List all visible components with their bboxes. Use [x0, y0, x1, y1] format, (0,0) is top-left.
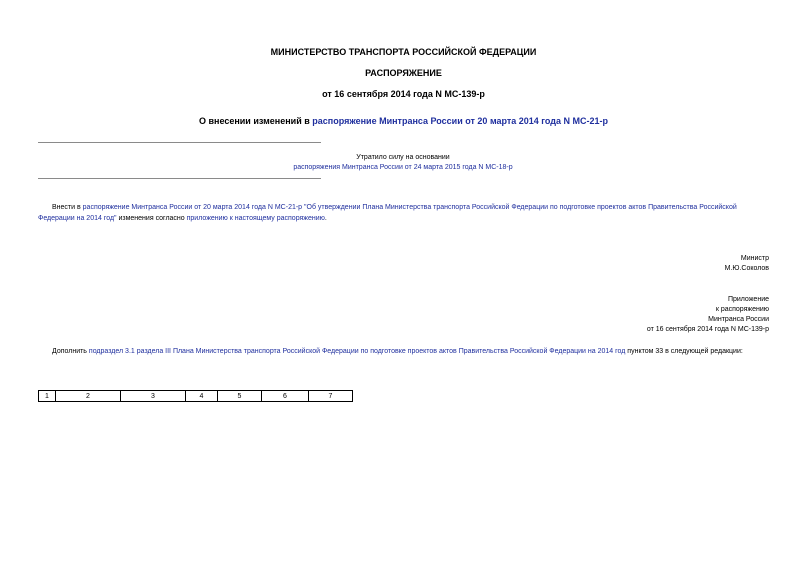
table-cell: 7 — [309, 391, 353, 402]
column-number-table — [38, 390, 353, 402]
body-text-1: Внести в — [52, 204, 83, 211]
signature-position: Министр — [740, 255, 769, 262]
table-cell: 1 — [39, 391, 56, 402]
signature-name: М.Ю.Соколов — [724, 265, 769, 272]
ministry-heading: МИНИСТЕРСТВО ТРАНСПОРТА РОССИЙСКОЙ ФЕДЕРАЦИИ — [270, 47, 537, 57]
notice-line: Утратило силу на основании — [356, 154, 450, 161]
title-prefix: О внесении изменений в — [198, 116, 313, 126]
table-cell: 5 — [218, 391, 262, 402]
appendix-line-1: Приложение — [727, 296, 769, 303]
signature-block — [725, 254, 769, 274]
title-link[interactable]: распоряжение Минтранса России от 20 марта 2014 года N МС-21-р — [312, 116, 609, 126]
notice-bottom-divider — [38, 178, 321, 179]
document-date-number: от 16 сентября 2014 года N МС-139-р — [322, 89, 485, 99]
appendix-line-4: от 16 сентября 2014 года N МС-139-р — [646, 326, 769, 333]
amendment-paragraph — [38, 346, 773, 357]
table-cell: 3 — [121, 391, 186, 402]
document-title — [0, 116, 807, 126]
notice-top-divider — [38, 142, 321, 143]
amend-text-2: пунктом 33 в следующей редакции: — [625, 348, 743, 355]
body-paragraph — [38, 202, 773, 224]
appendix-line-3: Минтранса России — [708, 316, 769, 323]
body-link-appendix[interactable]: приложению к настоящему распоряжению — [186, 215, 325, 222]
amend-text-1: Дополнить — [52, 348, 89, 355]
body-text-3: . — [324, 215, 327, 222]
document-type: РАСПОРЯЖЕНИЕ — [365, 68, 442, 78]
table-cell: 4 — [186, 391, 218, 402]
notice-link[interactable]: распоряжения Минтранса России от 24 марта 2015 года N МС-18-р — [293, 164, 513, 171]
appendix-block — [647, 295, 769, 335]
body-link-order[interactable]: распоряжение Минтранса России от 20 марта 2014 года N МС-21-р "Об утверждении Плана Министерства транспорта Российской Федерации по подготовке проектов актов Правительства Российской Федерации на 2014 год" — [38, 204, 737, 222]
appendix-line-2: к распоряжению — [715, 306, 769, 313]
table-cell: 2 — [56, 391, 121, 402]
table-row — [39, 391, 353, 402]
amend-link[interactable]: подраздел 3.1 раздела III Плана Министерства транспорта Российской Федерации по подготовке проектов актов Правительства Российской Федерации на 2014 год — [88, 348, 626, 355]
body-text-2: изменения согласно — [116, 215, 187, 222]
table-cell: 6 — [262, 391, 309, 402]
